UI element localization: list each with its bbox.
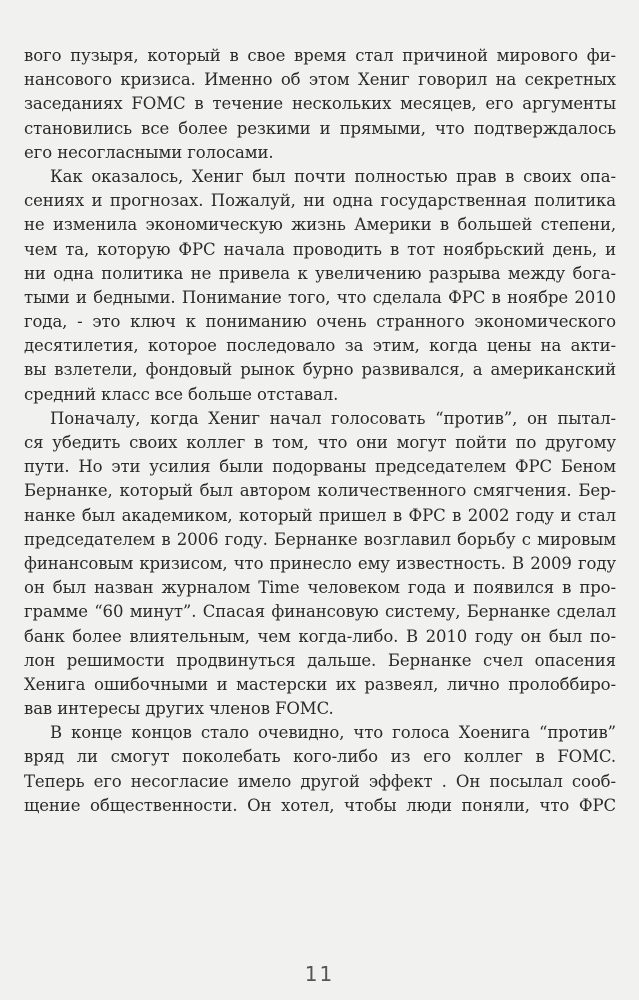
text-line: нансового кризиса. Именно об этом Хениг говорил на секретных [24, 70, 616, 90]
text-line: Поначалу, когда Хениг начал голосовать “против”, он пытал- [50, 408, 616, 428]
text-line: финансовым кризисом, что принесло ему известность. В 2009 году [24, 553, 616, 573]
text-line: пути. Но эти усилия были подорваны председателем ФРС Беном [24, 457, 616, 477]
paragraph [24, 407, 616, 721]
text-line: вы взлетели, фондовый рынок бурно развивался, а американский [24, 360, 616, 380]
text-line: десятилетия, которое последовало за этим, когда цены на акти- [24, 336, 616, 356]
text-line: В конце концов стало очевидно, что голоса Хоенига “против” [50, 723, 616, 743]
text-line: лон решимости продвинуться дальше. Бернанке счел опасения [24, 650, 616, 670]
text-line: Бернанке, который был автором количественного смягчения. Бер- [24, 481, 616, 501]
text-line: вого пузыря, который в свое время стал причиной мирового фи- [24, 46, 616, 65]
text-line: грамме “60 минут”. Спасая финансовую систему, Бернанке сделал [24, 602, 616, 622]
text-line: не изменила экономическую жизнь Америки в большей степени, [24, 215, 616, 235]
page-number: 11 [304, 962, 335, 986]
text-line: средний класс все больше отставал. [24, 384, 339, 404]
page-body [24, 44, 616, 818]
text-line: вряд ли смогут поколебать кого-либо из его коллег в FOMC. [24, 747, 616, 767]
text-line: сениях и прогнозах. Пожалуй, ни одна государственная политика [24, 191, 616, 211]
text-line: чем та, которую ФРС начала проводить в тот ноябрьский день, и [24, 239, 616, 259]
text-line: банк более влиятельным, чем когда-либо. В 2010 году он был по- [24, 626, 616, 646]
text-line: нанке был академиком, который пришел в ФРС в 2002 году и стал [24, 505, 616, 525]
text-line: ни одна политика не привела к увеличению разрыва между бога- [24, 263, 616, 283]
text-line: становились все более резкими и прямыми, что подтверждалось [24, 118, 616, 138]
text-line: его несогласными голосами. [24, 142, 274, 162]
text-line: председателем в 2006 году. Бернанке возглавил борьбу с мировым [24, 529, 616, 549]
text-line: года, - это ключ к пониманию очень странного экономического [24, 312, 616, 332]
text-line: тыми и бедными. Понимание того, что сделала ФРС в ноябре 2010 [24, 287, 616, 307]
text-line: он был назван журналом Time человеком года и появился в про- [24, 578, 616, 598]
paragraph [24, 44, 616, 165]
text-line: Хенига ошибочными и мастерски их развеял, лично пролоббиро- [24, 674, 616, 694]
text-line: ся убедить своих коллег в том, что они могут пойти по другому [24, 433, 616, 452]
text-line: заседаниях FOMC в течение нескольких месяцев, его аргументы [24, 94, 616, 114]
text-line: Теперь его несогласие имело другой эффект . Он посылал сооб- [24, 771, 616, 791]
paragraph [24, 165, 616, 407]
text-line: щение общественности. Он хотел, чтобы люди поняли, что ФРС [24, 795, 616, 815]
text-line: Как оказалось, Хениг был почти полностью прав в своих опа- [50, 166, 616, 186]
text-line: вав интересы других членов FOMC. [24, 699, 334, 719]
paragraph [24, 721, 616, 818]
